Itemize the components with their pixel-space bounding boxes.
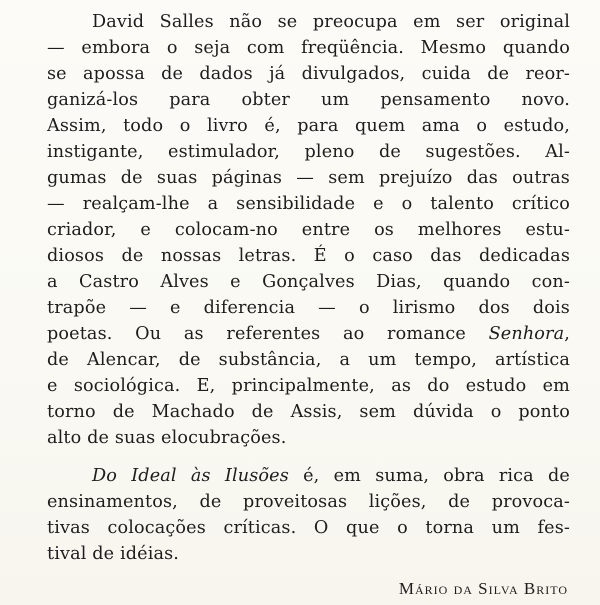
text-line: criador, e colocam-no entre os melhores estu- — [47, 220, 570, 240]
text-line: tival de idéias. — [47, 544, 180, 564]
text-line: se apossa de dados já divulgados, cuida de reor- — [47, 64, 570, 84]
text-line: — embora o seja com freqüência. Mesmo quando — [47, 38, 570, 58]
text-line: ganizá-los para obter um pensamento novo. — [47, 90, 570, 110]
text-line: Assim, todo o livro é, para quem ama o estudo, — [47, 116, 570, 136]
text-line — [47, 323, 570, 345]
text-line: gumas de suas páginas — sem prejuízo das outras — [47, 168, 570, 188]
text-line: David Salles não se preocupa em ser original — [92, 12, 570, 32]
text-line: a Castro Alves e Gonçalves Dias, quando con- — [47, 272, 570, 292]
text-line: diosos de nossas letras. É o caso das dedicadas — [47, 246, 570, 266]
text-span: , — [564, 324, 570, 344]
text-line — [92, 465, 570, 487]
text-line: tivas colocações críticas. O que o torna um fes- — [47, 518, 570, 538]
text-line: e sociológica. E, principalmente, as do estudo em — [47, 376, 570, 396]
text-line: trapõe — e diferencia — o lirismo dos dois — [47, 298, 570, 318]
text-line: ensinamentos, de proveitosas lições, de provoca- — [47, 492, 570, 512]
text-line: de Alencar, de substância, a um tempo, artística — [47, 350, 570, 370]
text-span: é, em suma, obra rica de — [288, 466, 570, 486]
text-span: poetas. Ou as referentes ao romance — [47, 324, 489, 344]
book-title-do-ideal: Do Ideal às Ilusões — [92, 466, 289, 486]
text-line: torno de Machado de Assis, sem dúvida o ponto — [47, 402, 570, 422]
author-signature: Mário da Silva Brito — [398, 579, 568, 598]
book-title-senhora: Senhora — [488, 324, 565, 344]
text-line: instigante, estimulador, pleno de sugestões. Al- — [47, 142, 570, 162]
text-line: — realçam-lhe a sensibilidade e o talento crítico — [47, 194, 570, 214]
text-line: alto de suas elocubrações. — [47, 428, 287, 448]
